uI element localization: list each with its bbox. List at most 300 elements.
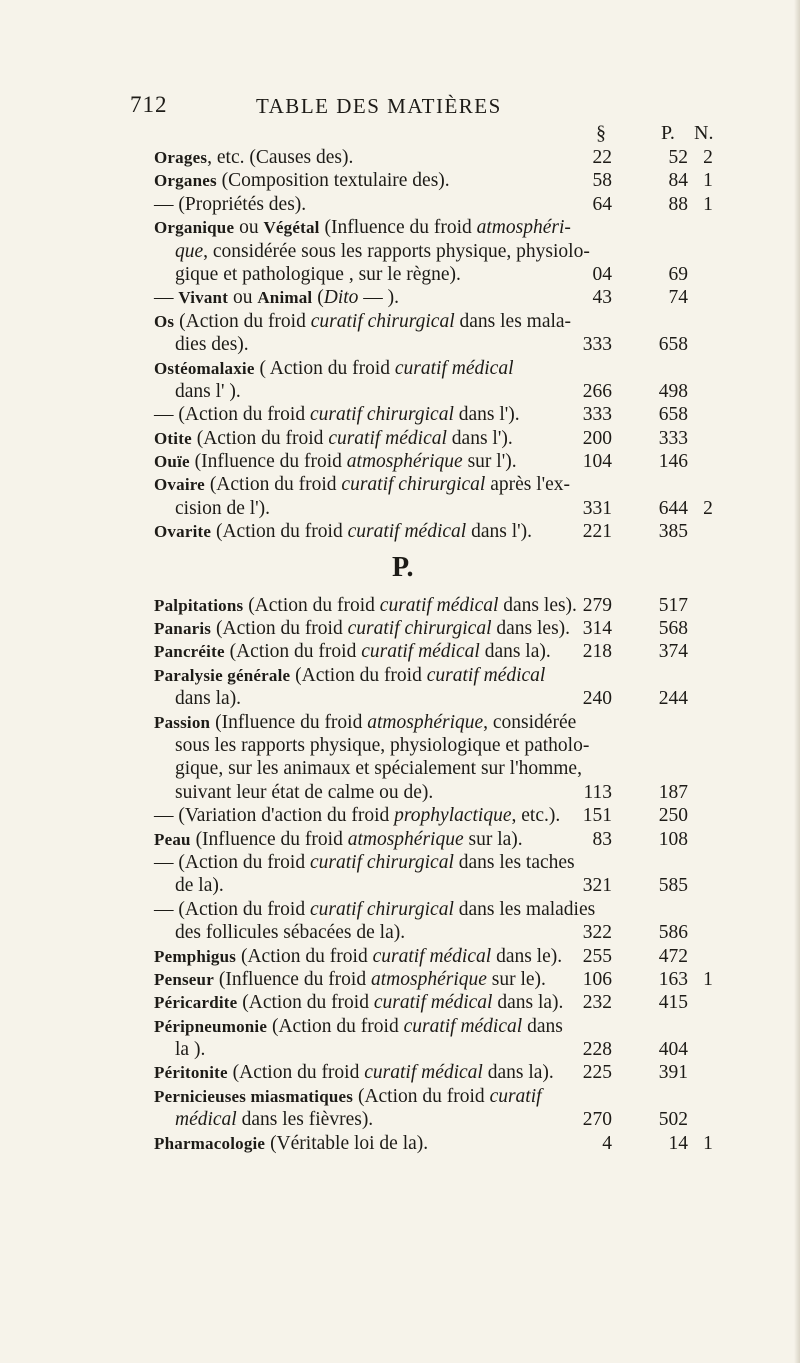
entry-italic: curatif médical [364, 1062, 483, 1084]
entry-line [0, 781, 800, 804]
entry-line [0, 193, 800, 216]
entry-text [175, 240, 590, 263]
entry-text [154, 1085, 542, 1108]
page-number-ref: 644 [658, 497, 688, 519]
entry-segment: suivant leur état de calme ou de). [175, 781, 434, 803]
index-entry [0, 991, 800, 1014]
entry-headword: Péripneumonie [154, 1016, 268, 1036]
entry-line [0, 711, 800, 734]
entry-italic: curatif médical [372, 945, 492, 967]
entry-segment: (Action du froid [236, 945, 373, 967]
section-number: 314 [582, 618, 612, 640]
entry-text [154, 968, 546, 991]
index-entry [0, 711, 800, 805]
entry-segment: dans les fièvres). [236, 1109, 374, 1131]
entry-italic: curatif médical [328, 427, 447, 449]
entry-line [0, 804, 800, 827]
entry-text [175, 1108, 373, 1131]
entry-line [0, 1108, 800, 1131]
entry-segment: dans l'). [466, 521, 532, 543]
section-heading-p [0, 544, 800, 594]
entry-line [0, 1061, 800, 1084]
entry-line [0, 687, 800, 710]
entry-text [175, 781, 433, 804]
entry-segment: la ). [175, 1039, 206, 1061]
note-number: 1 [703, 193, 713, 215]
index-entry [0, 357, 800, 404]
entry-headword: Ouïe [154, 452, 190, 472]
entry-segment: dans l'). [446, 427, 513, 449]
section-p-list [0, 594, 800, 1155]
entry-segment: ( Action du froid [254, 357, 395, 379]
entry-italic: curatif chirurgical [309, 851, 454, 873]
entry-headword: Otite [154, 428, 192, 448]
entry-headword: Pernicieuses miasmatiques [154, 1086, 354, 1106]
section-number: 104 [582, 451, 612, 473]
entry-line [0, 450, 800, 473]
entry-line [0, 757, 800, 780]
page-header [130, 92, 696, 120]
column-headers [0, 122, 800, 146]
entry-text [154, 1132, 428, 1155]
entry-segment: (Action du froid [174, 310, 311, 332]
entry-text [154, 804, 560, 827]
section-number: 43 [592, 287, 612, 309]
entry-line [0, 968, 800, 991]
entry-headword: Paralysie générale [154, 665, 291, 685]
page-number-ref: 385 [658, 521, 688, 543]
entry-text [175, 263, 461, 286]
entry-line [0, 333, 800, 356]
entry-segment: (Influence du froid [189, 451, 347, 473]
entry-segment: de la). [175, 875, 224, 897]
entry-italic: médical [175, 1109, 237, 1131]
entry-segment: (Action du froid [227, 1062, 365, 1084]
entry-line [0, 640, 800, 663]
page-number-ref: 187 [658, 781, 688, 803]
entry-segment: — (Action du froid [154, 851, 310, 873]
section-number: 322 [582, 922, 612, 944]
running-title: TABLE DES MATIÈRES [256, 94, 502, 118]
entry-segment: sur la). [463, 828, 523, 850]
section-number: 270 [582, 1109, 612, 1131]
entry-line [0, 851, 800, 874]
col-head-section: § [596, 122, 606, 144]
entry-italic: curatif médical [394, 357, 514, 379]
index-entry [0, 945, 800, 968]
entry-line [0, 617, 800, 640]
page-number-ref: 568 [658, 618, 688, 640]
index-entry [0, 594, 800, 617]
entry-headword: Ovaire [154, 475, 205, 495]
index-entry [0, 146, 800, 169]
section-number: 228 [582, 1039, 612, 1061]
entry-line [0, 594, 800, 617]
entry-segment: (Influence du froid [319, 217, 477, 239]
entry-segment: (Action du froid [237, 992, 374, 1014]
entry-headword: Ovarite [154, 522, 212, 542]
page-number-ref: 14 [668, 1132, 688, 1154]
page-number-ref: 146 [658, 451, 688, 473]
page-number-ref: 52 [668, 147, 688, 168]
entry-line [0, 403, 800, 426]
page-number-ref: 586 [658, 922, 688, 944]
note-number: 1 [703, 968, 713, 990]
entry-italic: curatif médical [347, 521, 467, 543]
entry-line [0, 310, 800, 333]
entry-segment: (Influence du froid [190, 828, 348, 850]
note-number: 2 [703, 497, 713, 519]
entry-segment: sur l'). [462, 451, 517, 473]
section-number: 240 [582, 688, 612, 710]
entry-headword: Panaris [154, 619, 212, 639]
section-number: 106 [582, 968, 612, 990]
entry-segment: (Action du froid [211, 521, 348, 543]
page-number-ref: 250 [658, 805, 688, 827]
page-number-ref: 74 [668, 287, 688, 309]
entry-segment: dans [522, 1015, 563, 1037]
entry-segment: , etc.). [511, 805, 561, 827]
entry-text [175, 333, 249, 356]
entry-headword: Péritonite [154, 1063, 228, 1083]
entry-italic: curatif chirurgical [310, 310, 455, 332]
section-number: 331 [582, 497, 612, 519]
entry-text [175, 734, 589, 757]
entry-line [0, 497, 800, 520]
entry-segment: (Action du froid [191, 427, 329, 449]
section-number: 321 [582, 875, 612, 897]
entry-segment: (Action du froid [211, 618, 348, 640]
col-head-page: P. [661, 122, 675, 144]
entry-italic: curatif médical [426, 664, 546, 686]
index-entry [0, 1015, 800, 1062]
section-o-list [0, 146, 800, 544]
entry-headword: Péricardite [154, 993, 238, 1013]
entry-segment: après l'ex- [485, 474, 571, 496]
entry-italic: atmosphérique [367, 711, 484, 733]
entry-segment: gique et pathologique , sur le règne). [175, 263, 461, 285]
index-entry [0, 169, 800, 192]
index-entry [0, 968, 800, 991]
entry-italic: curatif [489, 1085, 542, 1107]
entry-text [175, 874, 224, 897]
page-number-ref: 517 [658, 594, 688, 616]
index-entry [0, 804, 800, 827]
page-number-ref: 163 [658, 968, 688, 990]
entry-segment: (Action du froid [290, 664, 427, 686]
index-entry [0, 450, 800, 473]
entry-text [175, 1038, 205, 1061]
entry-line [0, 664, 800, 687]
entry-headword: Orages [154, 148, 208, 167]
entry-text [154, 640, 551, 663]
entry-headword: Pemphigus [154, 946, 237, 966]
entry-headword: Végétal [263, 218, 320, 238]
entry-text [154, 711, 576, 734]
entry-italic: curatif médical [361, 641, 480, 663]
entry-text [154, 193, 306, 216]
index-entry [0, 828, 800, 851]
entry-line [0, 1015, 800, 1038]
entry-line [0, 146, 800, 169]
entry-segment: — ). [358, 287, 400, 309]
entry-segment: — (Propriétés des). [154, 193, 307, 215]
entry-line [0, 263, 800, 286]
entry-segment: dans les maladies [453, 898, 596, 920]
entry-text [154, 991, 563, 1014]
note-number: 2 [703, 147, 713, 168]
entry-headword: Passion [154, 712, 211, 732]
section-number: 255 [582, 945, 612, 967]
entry-text [154, 1015, 563, 1038]
entry-text [154, 594, 577, 617]
entry-text [154, 310, 571, 333]
entry-segment: des follicules sébacées de la). [175, 922, 406, 944]
entry-italic: curatif chirurgical [309, 898, 454, 920]
entry-segment: (Composition textulaire des). [216, 170, 450, 192]
section-number: 225 [582, 1062, 612, 1084]
entry-text [154, 617, 570, 640]
entry-line [0, 1085, 800, 1108]
entry-segment: sur le). [486, 968, 546, 990]
section-number: 58 [592, 170, 612, 192]
note-number: 1 [703, 1132, 713, 1154]
index-entry [0, 403, 800, 426]
entry-text [154, 146, 353, 169]
entry-line [0, 520, 800, 543]
entry-segment: (Action du froid [353, 1085, 490, 1107]
section-number: 279 [582, 594, 612, 616]
page-number: 712 [130, 92, 168, 117]
entry-segment: dans la). [479, 641, 551, 663]
section-number: 113 [583, 781, 612, 803]
page-number-ref: 333 [658, 427, 688, 449]
entry-text [154, 1061, 554, 1084]
col-head-note: N. [694, 122, 714, 144]
index-entry [0, 473, 800, 520]
index-entry [0, 310, 800, 357]
section-number: 333 [582, 404, 612, 426]
entry-line [0, 734, 800, 757]
section-number: 266 [582, 380, 612, 402]
entry-segment: ( [312, 287, 324, 309]
page-number-ref: 658 [658, 334, 688, 356]
section-number: 4 [602, 1132, 612, 1154]
entry-line [0, 945, 800, 968]
index-entry [0, 851, 800, 898]
index-entry [0, 216, 800, 286]
entry-headword: Ostéomalaxie [154, 358, 255, 378]
entry-text [154, 898, 595, 921]
entry-text [154, 403, 520, 426]
section-number: 333 [582, 334, 612, 356]
entry-line [0, 874, 800, 897]
index-entry [0, 1061, 800, 1084]
entry-segment: , considérée sous les rapports physique, physiolo- [203, 240, 590, 262]
entry-headword: Os [154, 311, 175, 331]
page-number-ref: 84 [668, 170, 688, 192]
entry-text [154, 473, 570, 496]
entry-line [0, 473, 800, 496]
entry-text [154, 828, 523, 851]
entry-segment: dans la). [482, 1062, 554, 1084]
page-number-ref: 88 [668, 193, 688, 215]
entry-segment: dans les). [498, 594, 577, 616]
entry-segment: (Action du froid [267, 1015, 404, 1037]
entry-italic: atmosphérique [346, 451, 463, 473]
index-entry [0, 617, 800, 640]
entry-text [154, 357, 514, 380]
entry-headword: Peau [154, 829, 191, 849]
entry-text [175, 921, 405, 944]
section-number: 232 [582, 992, 612, 1014]
entry-italic: curatif médical [373, 992, 493, 1014]
section-number: 22 [592, 147, 612, 168]
entry-italic: que [175, 240, 204, 262]
section-number: 151 [582, 805, 612, 827]
entry-segment: sous les rapports physique, physiologique et patholo- [175, 734, 590, 756]
entry-segment: dans les mala- [454, 310, 572, 332]
entry-italic: Dito [323, 287, 359, 309]
entry-italic: curatif médical [403, 1015, 523, 1037]
page-number-ref: 498 [658, 380, 688, 402]
section-number: 04 [592, 263, 612, 285]
entry-headword: Penseur [154, 969, 214, 989]
entry-segment: (Influence du froid [210, 711, 368, 733]
section-number: 218 [582, 641, 612, 663]
entry-segment: (Action du froid [224, 641, 362, 663]
page-number-ref: 585 [658, 875, 688, 897]
page-number-ref: 658 [658, 404, 688, 426]
section-letter: P. [392, 551, 414, 583]
entry-line [0, 1132, 800, 1155]
entry-line [0, 216, 800, 239]
entry-italic: curatif chirurgical [309, 404, 454, 426]
entry-segment: (Action du froid [204, 474, 342, 496]
entry-line [0, 921, 800, 944]
entry-segment: (Véritable loi de la). [265, 1132, 429, 1154]
section-number: 200 [582, 427, 612, 449]
index-entry [0, 898, 800, 945]
entry-text [154, 450, 517, 473]
index-entry [0, 640, 800, 663]
page-edge [794, 0, 800, 1363]
entry-line [0, 828, 800, 851]
page-number-ref: 472 [658, 945, 688, 967]
entry-headword: Palpitations [154, 595, 244, 615]
entry-segment: ou [234, 217, 264, 239]
entry-headword: Pancréite [154, 642, 225, 662]
entry-segment: — (Variation d'action du froid [154, 805, 395, 827]
index-entries [0, 146, 800, 1155]
index-entry [0, 664, 800, 711]
page-number-ref: 244 [658, 688, 688, 710]
section-number: 221 [582, 521, 612, 543]
entry-line [0, 898, 800, 921]
entry-segment: gique, sur les animaux et spécialement sur l'homme, [175, 758, 582, 780]
index-entry [0, 1132, 800, 1155]
entry-italic: atmosphéri- [476, 217, 571, 239]
entry-text [175, 497, 270, 520]
entry-segment: ou [228, 287, 258, 309]
entry-italic: atmosphérique [347, 828, 464, 850]
entry-italic: atmosphérique [370, 968, 487, 990]
page-number-ref: 391 [658, 1062, 688, 1084]
entry-segment: , etc. (Causes des). [207, 147, 354, 168]
entry-text [175, 380, 241, 403]
entry-line [0, 991, 800, 1014]
page-number-ref: 415 [658, 992, 688, 1014]
entry-text [154, 427, 513, 450]
entry-segment: dans l'). [453, 404, 520, 426]
entry-headword: Pharmacologie [154, 1133, 266, 1153]
entry-text [175, 687, 241, 710]
entry-line [0, 1038, 800, 1061]
entry-segment: dies des). [175, 334, 249, 356]
index-entry [0, 286, 800, 309]
entry-segment: dans l' ). [175, 380, 241, 402]
page-number-ref: 69 [668, 263, 688, 285]
entry-headword: Organes [154, 171, 217, 191]
entry-text [154, 945, 562, 968]
page-number-ref: 404 [658, 1039, 688, 1061]
entry-text [154, 520, 532, 543]
entry-segment: cision de l'). [175, 497, 271, 519]
section-number: 83 [592, 828, 612, 850]
entry-italic: curatif médical [379, 594, 499, 616]
entry-segment: — [154, 287, 179, 309]
entry-line [0, 427, 800, 450]
index-entry [0, 193, 800, 216]
entry-text [154, 851, 575, 874]
entry-segment: (Action du froid [243, 594, 380, 616]
entry-text [154, 286, 399, 309]
section-number: 64 [592, 193, 612, 215]
entry-text [175, 757, 582, 780]
entry-segment: — (Action du froid [154, 404, 310, 426]
entry-line [0, 240, 800, 263]
entry-line [0, 357, 800, 380]
entry-segment: (Influence du froid [213, 968, 371, 990]
page-number-ref: 108 [658, 828, 688, 850]
index-entry [0, 1085, 800, 1132]
entry-text [154, 169, 450, 192]
entry-headword: Animal [257, 288, 313, 308]
entry-headword: Organique [154, 218, 235, 238]
index-entry [0, 520, 800, 543]
entry-text [154, 216, 571, 239]
entry-segment: dans les). [491, 618, 571, 640]
entry-line [0, 380, 800, 403]
entry-segment: , considérée [483, 711, 577, 733]
entry-line [0, 286, 800, 309]
entry-text [154, 664, 545, 687]
entry-italic: curatif chirurgical [341, 474, 486, 496]
entry-segment: dans la). [175, 688, 242, 710]
note-number: 1 [703, 170, 713, 192]
entry-segment: dans le). [491, 945, 563, 967]
entry-italic: prophylactique [394, 805, 512, 827]
entry-segment: dans la). [492, 992, 564, 1014]
entry-headword: Vivant [178, 288, 229, 308]
page-number-ref: 502 [658, 1109, 688, 1131]
entry-italic: curatif chirurgical [347, 618, 492, 640]
index-entry [0, 427, 800, 450]
entry-segment: — (Action du froid [154, 898, 310, 920]
page-number-ref: 374 [658, 641, 688, 663]
entry-segment: dans les taches [453, 851, 575, 873]
entry-line [0, 169, 800, 192]
